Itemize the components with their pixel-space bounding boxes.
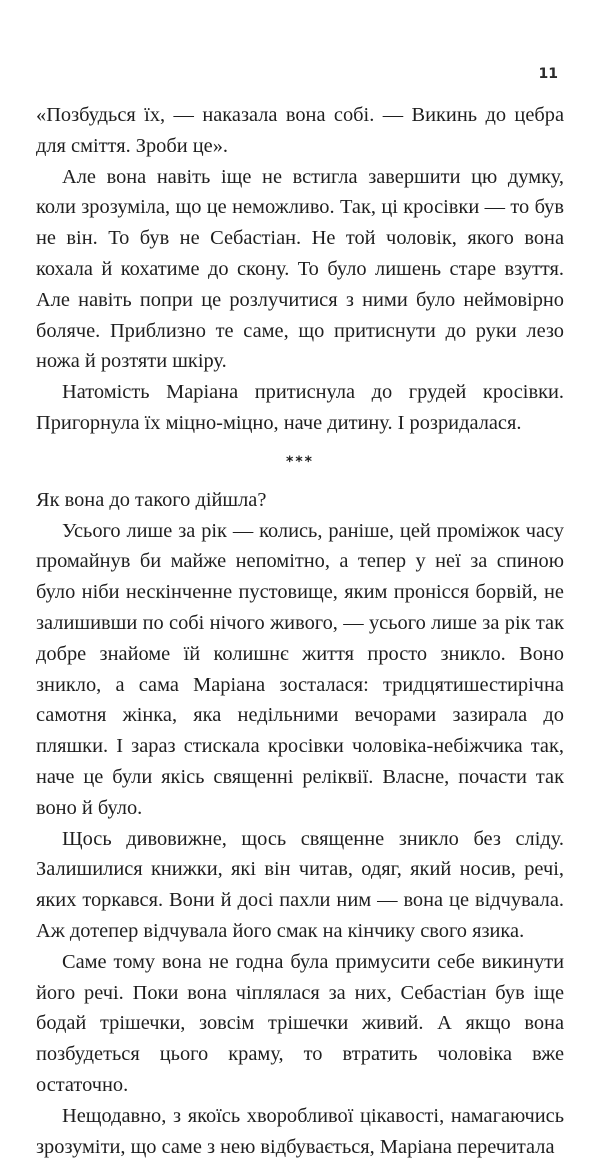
paragraph: Але вона навіть іще не встигла завершити цю думку, коли зрозуміла, що це неможливо. Так, ці кросівки — то був не він. То був не Себастіан. Не той чоловік, якого вона кохала й кохатиме до скону. То було лишень старе взуття. Але навіть попри це розлучитися з ними було неймовірно боляче. Приблизно те саме, що притиснути до руки лезо ножа й розтяти шкіру.: [36, 165, 564, 373]
paragraph: Натомість Маріана притиснула до грудей кросівки. Пригорнула їх міцно-міцно, наче дитину. І розридалася.: [36, 381, 564, 434]
paragraph: Нещодавно, з якоїсь хворобливої цікавості, намагаючись зрозуміти, що саме з нею відбувається, Маріана перечитала: [36, 1104, 564, 1158]
section-separator: ***: [286, 453, 314, 470]
page-number: 11: [538, 66, 558, 82]
body-text: [36, 100, 564, 1162]
paragraph: Як вона до такого дійшла?: [36, 488, 267, 511]
paragraph: Саме тому вона не годна була примусити себе викинути його речі. Поки вона чіплялася за них, Себастіан був іще бодай трішечки, зовсім трішечки живий. А якщо вона позбудеться цього краму, то втратить чоловіка вже остаточно.: [36, 950, 564, 1096]
paragraph: «Позбудься їх, — наказала вона собі. — Викинь до цебра для сміття. Зроби це».: [36, 104, 564, 157]
paragraph: Усього лише за рік — колись, раніше, цей проміжок часу промайнув би майже непомітно, а тепер у неї за спиною було ніби нескінченне пустовище, яким пронісся борвій, не залишивши по собі нічого живого, — усього лише за рік так добре знайоме їй колишнє життя просто зникло. Воно зникло, а сама Маріана зосталася: тридцятишестирічна самотня жінка, яка недільними вечорами зазирала до пляшки. І зараз стискала кросівки чоловіка-небіжчика так, наче це були якісь священні реліквії. Власне, почасти так воно й було.: [36, 519, 564, 819]
paragraph: Щось дивовижне, щось священне зникло без сліду. Залишилися книжки, які він читав, одяг, який носив, речі, яких торкався. Вони й досі пахли ним — вона це відчувала. Аж дотепер відчувала його смак на кінчику свого язика.: [36, 827, 564, 942]
